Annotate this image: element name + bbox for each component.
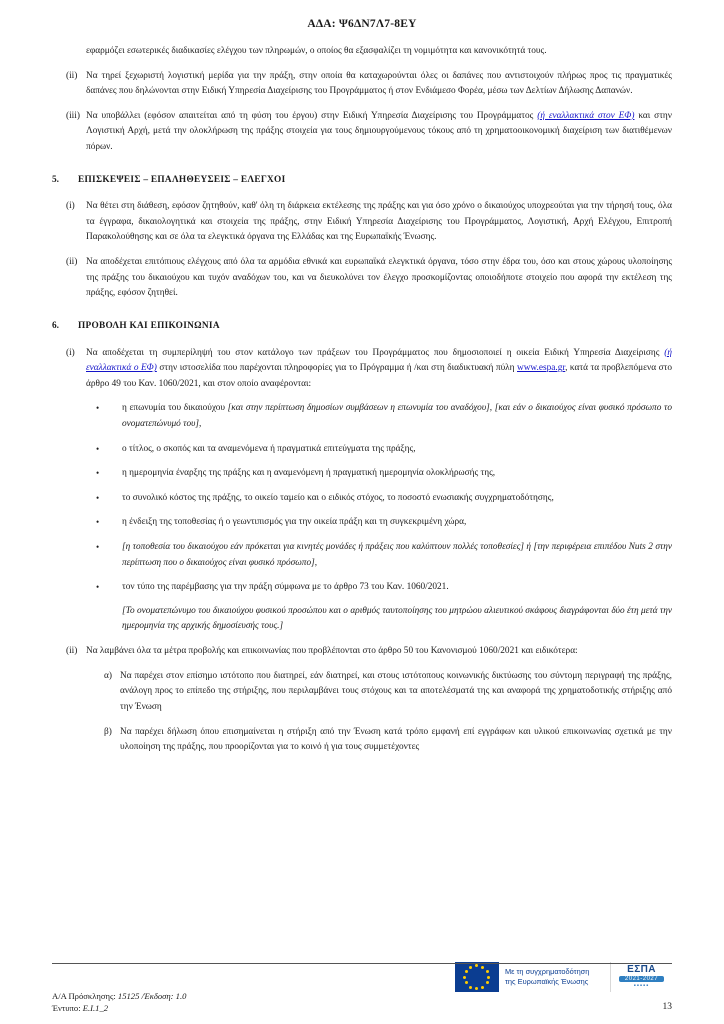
eu-flag-icon bbox=[455, 962, 499, 992]
espa-logo bbox=[610, 962, 672, 992]
list-marker: (iii) bbox=[66, 110, 80, 121]
sub-list-marker: α) bbox=[104, 670, 112, 681]
section-title: ΕΠΙΣΚΕΨΕΙΣ – ΕΠΑΛΗΘΕΥΣΕΙΣ – ΕΛΕΓΧΟΙ bbox=[78, 174, 286, 185]
bullet-text: ο τίτλος, ο σκοπός και τα αναμενόμενα ή πραγματικά επιτεύγματα της πράξης, bbox=[122, 443, 416, 454]
sub-list-text: Να παρέχει στον επίσημο ιστότοπο που διατηρεί, εάν διατηρεί, και στους ιστότοπους κοινωνικής δικτύωσης του σύντομη περιγραφή της πράξης, ανάλογη προς το επίπεδο της στήριξης, που περιλαμβάνει τους στόχους και τα αποτελέσματά της και αναφορά της χρηματοδοτικής στήριξης από την Ένωση bbox=[120, 670, 672, 712]
bullet-icon: • bbox=[96, 443, 100, 454]
list-item bbox=[52, 69, 672, 100]
bullet-text: [η τοποθεσία του δικαιούχου εάν πρόκειται για κινητές μονάδες ή πράξεις που καλύπτουν πολλές τοποθεσίες] ή [την περιφέρεια επιπέδου Nuts 2 στην περίπτωση που ο δικαιούχος είναι φυσικό πρόσωπο], bbox=[122, 542, 672, 568]
bullet-text: το συνολικό κόστος της πράξης, το οικείο ταμείο και ο ειδικός στόχος, το ποσοστό ενωσιακής συγχρηματοδότησης, bbox=[122, 492, 554, 503]
bullet-icon: • bbox=[96, 582, 100, 593]
sub-list-item bbox=[86, 725, 672, 756]
footer-line-2 bbox=[52, 1002, 672, 1014]
bullet-text: η ημερομηνία έναρξης της πράξης και η αναμενόμενη ή πραγματική ημερομηνία ολοκλήρωσής της, bbox=[122, 468, 496, 479]
text-segment: η επωνυμία του δικαιούχου bbox=[122, 403, 228, 414]
footer bbox=[52, 990, 672, 1015]
list-item bbox=[52, 109, 672, 156]
section-heading-5 bbox=[52, 173, 672, 189]
text-segment: στην ιστοσελίδα που παρέχονται πληροφορίες για το Πρόγραμμα ή /και στη διαδικτυακή πύλη bbox=[156, 363, 517, 374]
section-heading-6 bbox=[52, 319, 672, 335]
list-item-text: Να αποδέχεται επιτόπιους ελέγχους από όλα τα αρμόδια εθνικά και ευρωπαϊκά ελεγκτικά όργανα, τόσο στην έδρα του, όσο και στους χώρους υλοποίησης της πράξης του δικαιούχου και τυχόν αναδόχων του, και να διευκολύνει τον έλεγχο προσκομίζοντας οποιοδήποτε στοιχείο που αφορά την εκτέλεση της πράξης, εφόσον ζητηθεί. bbox=[86, 257, 672, 299]
text-segment: Να αποδέχεται τη συμπερίληψή του στον κατάλογο των πράξεων του Προγράμματος που δημοσιοποιεί η οικεία Ειδική Υπηρεσία Διαχείρισης bbox=[86, 347, 665, 358]
bullet-item bbox=[96, 491, 672, 507]
document-body bbox=[52, 44, 672, 765]
funding-banner bbox=[455, 962, 672, 992]
page-number: 13 bbox=[662, 1002, 672, 1012]
bullet-text bbox=[122, 401, 672, 432]
bullet-note: [Το ονοματεπώνυμο του δικαιούχου φυσικού προσώπου και ο αριθμός ταυτοποίησης του μητρώου αλιευτικού σκάφους διαγράφονται δύο έτη μετά την ημερομηνία της αρχικής δημοσίευσής τους.] bbox=[122, 605, 672, 632]
italic-segment: [και στην περίπτωση δημοσίων συμβάσεων η επωνυμία του αναδόχου], [και εάν ο δικαιούχος είναι φυσικό πρόσωπο το ονοματεπώνυμό του], bbox=[122, 403, 672, 429]
espa-wordmark: ΕΣΠΑ bbox=[627, 964, 656, 975]
list-item bbox=[52, 346, 672, 393]
list-marker: (ii) bbox=[66, 257, 78, 268]
footer-label: Α/Α Πρόσκλησης: bbox=[52, 991, 116, 1001]
footer-value: Ε.Ι.1_2 bbox=[82, 1003, 109, 1014]
bullet-icon: • bbox=[96, 403, 100, 414]
bullet-item bbox=[96, 466, 672, 482]
ada-code: ΑΔΑ: Ψ6ΔΝ7Λ7-8ΕΥ bbox=[307, 18, 417, 30]
list-item-text: Να λαμβάνει όλα τα μέτρα προβολής και επικοινωνίας που προβλέπονται στο άρθρο 50 του Κανονισμού 1060/2021 και ειδικότερα: bbox=[86, 646, 578, 657]
bullet-icon: • bbox=[96, 492, 100, 503]
paragraph-continuation: εφαρμόζει εσωτερικές διαδικασίες ελέγχου των πληρωμών, ο οποίος θα εξασφαλίζει τη νομιμότητα και κανονικότητά τους. bbox=[86, 46, 547, 56]
list-item-text: Να τηρεί ξεχωριστή λογιστική μερίδα για την πράξη, στην οποία θα καταχωρούνται όλες οι δαπάνες που αντιστοιχούν πλήρως προς τις πραγματικές δαπάνες που δηλώνονται στην Ειδική Υπηρεσία Διαχείρισης του Προγράμματος ή στον Ενδιάμεσο Φορέα, μέσω των Δελτίων Δήλωσης Δαπανών. bbox=[86, 70, 672, 97]
bullet-icon: • bbox=[96, 542, 100, 553]
list-item bbox=[52, 199, 672, 246]
eu-funding-text bbox=[499, 962, 610, 992]
text-segment: Να υποβάλλει (εφόσον απαιτείται από τη φύση του έργου) στην Ειδική Υπηρεσία Διαχείρισης του Προγράμματος bbox=[86, 110, 538, 121]
eu-stars bbox=[464, 964, 490, 990]
bullet-text bbox=[122, 580, 672, 635]
sub-list-item bbox=[86, 669, 672, 716]
bullet-item bbox=[96, 401, 672, 432]
list-item bbox=[52, 644, 672, 660]
text-segment: , κατά τα προβλεπόμενα στο άρθρο 49 του Καν. 1060/2021, και στον οποίο αναφέρονται: bbox=[86, 363, 672, 389]
section-number: 6. bbox=[52, 320, 59, 331]
inline-link[interactable]: (ή εναλλακτικά ο ΕΦ) bbox=[86, 347, 672, 374]
web-link[interactable]: www.espa.gr bbox=[517, 363, 566, 374]
eu-funding-line2: της Ευρωπαϊκής Ένωσης bbox=[505, 976, 589, 986]
list-item-text bbox=[86, 346, 672, 393]
text-segment: και στην Λογιστική Αρχή, μετά την ολοκλήρωση της πράξης στοιχεία για τους δημιουργούμενους τόκους από τη χρηματοοικονομική διαχείριση των διατιθέμενων πόρων. bbox=[86, 110, 672, 153]
footer-line-1 bbox=[52, 990, 672, 1002]
sub-list-marker: β) bbox=[104, 726, 112, 737]
espa-dots-icon: ▪▪▪▪▪ bbox=[633, 983, 650, 989]
list-item bbox=[52, 255, 672, 302]
footer-label: Έντυπο: bbox=[52, 1003, 81, 1014]
list-marker: (ii) bbox=[66, 646, 78, 657]
bullet-icon: • bbox=[96, 468, 100, 479]
list-item-text: Να θέτει στη διάθεση, εφόσον ζητηθούν, καθ' όλη τη διάρκεια εκτέλεσης της πράξης και για όσο χρόνο ο δικαιούχος υποχρεούται για την τήρησή τους, όλα τα έγγραφα, δικαιολογητικά και στοιχεία της πράξης, στην Ειδική Υπηρεσία Διαχείρισης του Προγράμματος, Λογιστική, Αρχή Ελέγχου, Επιτροπή Παρακολούθησης και σε όλα τα ελεγκτικά όργανα της Ελλάδας και της Ευρωπαϊκής Ένωσης. bbox=[86, 201, 672, 243]
eu-funding-line1: Με τη συγχρηματοδότηση bbox=[505, 967, 590, 976]
bullet-text: η ένδειξη της τοποθεσίας ή ο γεωντιπισμός για την οικεία πράξη και τη συγκεκριμένη χώρα, bbox=[122, 517, 467, 528]
section-number: 5. bbox=[52, 174, 59, 185]
inline-link[interactable]: (ή εναλλακτικά στον ΕΦ) bbox=[537, 110, 635, 121]
footer-divider bbox=[52, 963, 672, 964]
bullet-item bbox=[96, 442, 672, 458]
list-marker: (i) bbox=[66, 201, 75, 212]
list-marker: (i) bbox=[66, 347, 75, 358]
list-marker: (ii) bbox=[66, 70, 78, 81]
bullet-icon: • bbox=[96, 517, 100, 528]
text-segment: τον τύπο της παρέμβασης για την πράξη σύμφωνα με το άρθρο 73 του Καν. 1060/2021. bbox=[122, 582, 449, 593]
list-item-text bbox=[86, 109, 672, 156]
bullet-item bbox=[96, 580, 672, 635]
footer-value: 15125 /Έκδοση: 1.0 bbox=[117, 991, 187, 1001]
bullet-item bbox=[96, 515, 672, 531]
espa-years: 2021-2027 bbox=[619, 976, 664, 982]
sub-list-text: Να παρέχει δήλωση όπου επισημαίνεται η στήριξη από την Ένωση κατά τρόπο εμφανή επί εγγράφων και υλικού επικοινωνίας σχετικά με την υλοποίηση της πράξης, που προορίζονται για το κοινό ή για τους συμμετέχοντες bbox=[120, 726, 672, 753]
section-title: ΠΡΟΒΟΛΗ ΚΑΙ ΕΠΙΚΟΙΝΩΝΙΑ bbox=[78, 320, 220, 331]
bullet-item bbox=[96, 540, 672, 571]
